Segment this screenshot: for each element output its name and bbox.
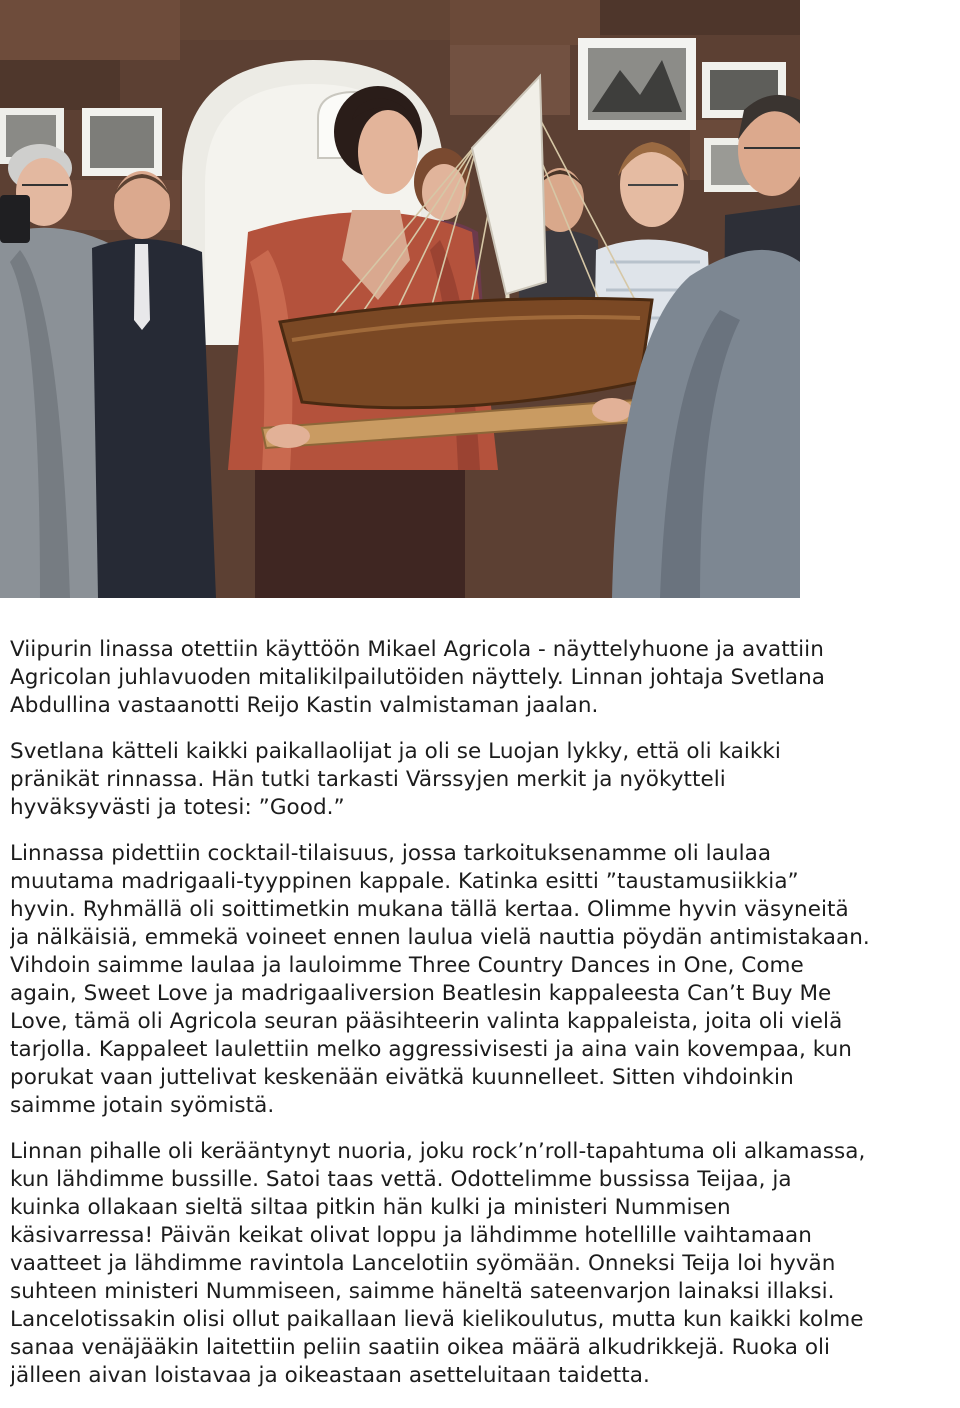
text-line: jälleen aivan loistavaa ja oikeastaan asetteluitaan taidetta. — [10, 1363, 650, 1388]
text-line: Linnan pihalle oli kerääntynyt nuoria, joku rock’n’roll-tapahtuma oli alkamassa, — [10, 1139, 866, 1164]
framed-picture-left — [82, 108, 162, 176]
text-line: Love, tämä oli Agricola seuran pääsihteerin valinta kappaleista, joita oli vielä — [10, 1009, 843, 1034]
text-line: Lancelotissakin olisi ollut paikallaan lievä kielikoulutus, mutta kun kaikki kolme — [10, 1307, 864, 1332]
text-line: pränikät rinnassa. Hän tutki tarkasti Värssyjen merkit ja nyökytteli — [10, 767, 726, 792]
framed-picture-top-right — [578, 38, 696, 130]
text-line: kun lähdimme bussille. Satoi taas vettä. Odottelimme bussissa Teijaa, ja — [10, 1167, 792, 1192]
camera-icon — [0, 195, 30, 243]
text-line: käsivarressa! Päivän keikat olivat loppu ja lähdimme hotellille vaihtamaan — [10, 1223, 812, 1248]
text-line: Linnassa pidettiin cocktail-tilaisuus, jossa tarkoituksenamme oli laulaa — [10, 841, 772, 866]
text-line: Viipurin linassa otettiin käyttöön Mikael Agricola - näyttelyhuone ja avattiin — [10, 637, 824, 662]
text-line: Agricolan juhlavuoden mitalikilpailutöiden näyttely. Linnan johtaja Svetlana — [10, 665, 825, 690]
paragraph-4 — [10, 1138, 956, 1390]
text-line: Vihdoin saimme laulaa ja lauloimme Three Country Dances in One, Come — [10, 953, 804, 978]
text-line: muutama madrigaali-tyyppinen kappale. Katinka esitti ”taustamusiikkia” — [10, 869, 799, 894]
text-line: Svetlana kätteli kaikki paikallaolijat ja oli se Luojan lykky, että oli kaikki — [10, 739, 781, 764]
text-line: suhteen ministeri Nummiseen, saimme häneltä sateenvarjon lainaksi illaksi. — [10, 1279, 835, 1304]
text-line: sanaa venäjääkin laitettiin peliin saatiin oikea määrä alkudrikkejä. Ruoka oli — [10, 1335, 831, 1360]
paragraph-2 — [10, 738, 956, 822]
paragraph-1 — [10, 636, 956, 720]
text-line: hyväksyvästi ja totesi: ”Good.” — [10, 795, 345, 820]
text-line: hyvin. Ryhmällä oli soittimetkin mukana tällä kertaa. Olimme hyvin väsyneitä — [10, 897, 849, 922]
text-line: tarjolla. Kappaleet laulettiin melko aggressivisesti ja aina vain kovempaa, kun — [10, 1037, 852, 1062]
text-line: kuinka ollakaan sieltä siltaa pitkin hän kulki ja ministeri Nummisen — [10, 1195, 731, 1220]
text-line: Abdullina vastaanotti Reijo Kastin valmistaman jaalan. — [10, 693, 599, 718]
ship-hull — [280, 298, 652, 407]
event-photo — [0, 0, 800, 598]
text-line: saimme jotain syömistä. — [10, 1093, 275, 1118]
right-hand — [592, 398, 632, 422]
text-line: again, Sweet Love ja madrigaaliversion Beatlesin kappaleesta Can’t Buy Me — [10, 981, 832, 1006]
article-text — [10, 636, 956, 1408]
paragraph-3 — [10, 840, 956, 1120]
left-hand — [266, 424, 310, 448]
text-line: porukat vaan juttelivat keskenään eivätkä kuunnelleet. Sitten vihdoinkin — [10, 1065, 794, 1090]
text-line: vaatteet ja lähdimme ravintola Lancelotiin syömään. Onneksi Teija loi hyvän — [10, 1251, 836, 1276]
text-line: ja nälkäisiä, emmekä voineet ennen laulua vielä nauttia pöydän antimistakaan. — [10, 925, 870, 950]
